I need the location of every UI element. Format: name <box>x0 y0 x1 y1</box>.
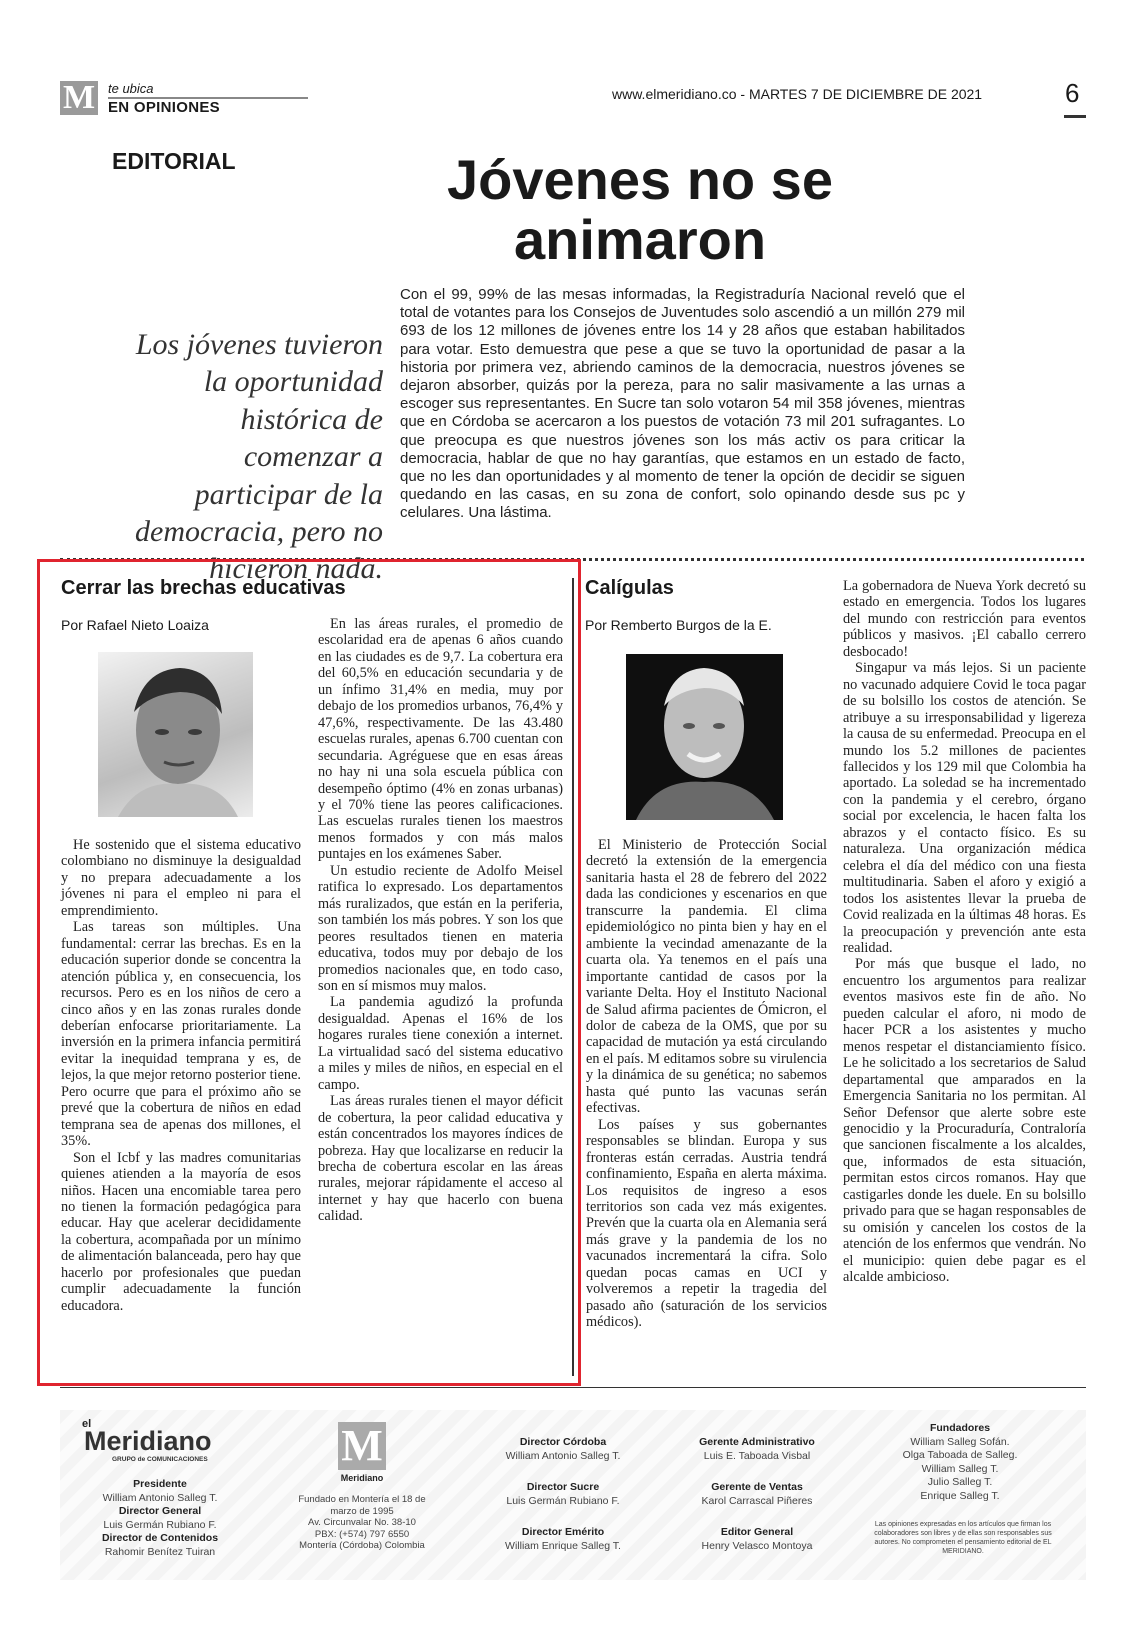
staff-name: Karol Carrascal Piñeres <box>701 1494 813 1507</box>
staff-role: Director General <box>118 1505 202 1517</box>
headline-line-2: animaron <box>513 208 767 271</box>
brand-sub: GRUPO de COMUNICACIONES <box>112 1456 208 1463</box>
paragraph: Un estudio reciente de Adolfo Meisel ratifica lo expresado. Los departamentos más ruralizados, que están en la periferia, son también los más pobres. Y son los que peores resultados tienen en materia educativa, todos muy por debajo de los promedios nacionales que, en todo caso, son en sí mismos muy malos. <box>318 862 563 994</box>
staff-role: Director Córdoba <box>519 1436 607 1448</box>
staff-role: Fundadores <box>929 1422 991 1434</box>
founder-name: William Salleg T. <box>921 1462 999 1475</box>
paragraph: Singapur va más lejos. Si un paciente no vacunado adquiere Covid le toca pagar de su bolsillo los costos de atención. Se atribuye a su irresponsabilidad y ligereza la causa de su enfermedad. Preocupa en el mundo los 5.2 millones de pacientes fallecidos y los 129 mil que Colombia ha aportado. La soledad se ha incrementado con la pandemia y el cerebro, órgano social por excelencia, le hacen falta los abrazos y el contacto físico. Es su naturaleza. Una organización médica celebra el día del médico con una fiesta multitudinaria. Saben el aforo y exigió a todos los asistentes llevar la prueba de Covid realizada en la últimas 48 horas. Es la preocupación y prevención ante esta realidad. <box>843 660 1086 956</box>
paragraph: El Ministerio de Protección Social decretó la extensión de la emergencia sanitaria hasta el 28 de febrero del 2022 dada las condiciones y escenarios en que transcurre la pandemia. El clima epidemiológico no pinta bien y hay en el ambiente la vecindad amenazante de la cuarta ola. Ya tenemos en el país una importante cantidad de casos por la variante Delta. Hoy el Instituto Nacional de Salud afirma pacientes de Ómicron, el dolor de cabeza de la OMS, que por su capacidad de mutación ya está circulando en el país. M editamos sobre su virulencia y la dinámica de su genética; no sabemos hasta qué punto las vacunas serán efectivas. <box>586 837 827 1117</box>
staff-role: Gerente Administrativo <box>699 1436 815 1448</box>
founder-name: Enrique Salleg T. <box>920 1489 1000 1502</box>
staff-role: Gerente de Ventas <box>711 1481 803 1493</box>
author-photo-burgos <box>626 654 783 820</box>
editorial-body: Con el 99, 99% de las mesas informadas, la Registraduría Nacional reveló que el total de votantes para los Consejos de Juventudes solo ascendió a un millón 279 mil 693 de los 12 millones de jóvenes entre los 14 y 28 años que estaban habilitados para votar. Esto demuestra que pese a que se tuvo la oportunidad de pasar a la historia por primera vez, abriendo caminos de la democracia, nuestros jóvenes se dejaron absorber, quizás por la pereza, para no salir masivamente a las urnas a escoger sus representantes. En Sucre tan solo votaron 54 mil 358 jóvenes, mientras que en Córdoba se acercaron a los puestos de votación 73 mil 201 sufragantes. Lo que preocupa es que nuestros jóvenes son los más activ os para criticar la democracia, hablar de que no hay garantías, que estamos en un estado de facto, que no les dan oportunidades y al momento de tener la opción de decidir se siguen quedando en las casas, en su zona de confort, solo opinando desde sus pc y celulares. Una lástima. <box>400 286 965 522</box>
paragraph: En las áreas rurales, el promedio de escolaridad era de apenas 6 años cuando en las ciudades es de 9,7. La cobertura era del 60,5% en educación secundaria y de un ínfimo 31,4% en media, muy por debajo de los promedios urbanos, 76,4% y 47,6%, respectivamente. De las 43.480 escuelas rurales, apenas 6.700 cuentan con secundaria. Agréguese que en esas áreas no hay ni una sola escuela pública con desempeño óptimo (4% en zonas urbanas) y el 70% tiene las peores calificaciones. Las escuelas rurales tienen los maestros menos formados y con más malos puntajes en los exámenes Saber. <box>318 616 563 863</box>
paragraph: La gobernadora de Nueva York decretó su estado en emergencia. Todos los lugares del mundo con restricción para eventos públicos y masivos. ¡El caballo cerrero desbocado! <box>843 578 1086 660</box>
column-author-nieto: Por Rafael Nieto Loaiza <box>61 617 209 633</box>
paragraph: Los países y sus gobernantes responsables se blindan. Europa y sus fronteras están cerradas. Austria tendrá confinamiento, España en alerta máxima. Los requisitos de ingreso a esos territorios son cada vez más exigentes. Prevén que la cuarta ola en Alemania será más grave y la pandemia de los no vacunados incrementará la cifra. Solo quedan pocas camas en UCI y volveremos a repetir la tragedia del pasado año (saturación de los servicios médicos). <box>586 1116 827 1331</box>
founding-info <box>290 1494 434 1552</box>
emblem-name: Meridiano <box>340 1473 384 1483</box>
portrait-image <box>626 654 783 820</box>
headline <box>380 150 900 270</box>
pull-quote: Los jóvenes tuvieron la oportunidad histórica de comenzar a participar de la democracia, pero no hicieron nada. <box>135 328 383 586</box>
page-number: 6 <box>1065 78 1080 108</box>
paragraph: La pandemia agudizó la profunda desigualdad. Apenas el 16% de los hogares rurales tiene conexión a internet. La virtualidad sacó del sistema educativo a miles y miles de niños, en especial en el campo. <box>318 994 563 1093</box>
paragraph: Las tareas son múltiples. Una fundamental: cerrar las brechas. Es en la educación superior donde se concentra la atención pública y, en consecuencia, los recursos. Pero es en los niños de cero a cinco años y en las zonas rurales donde deberían enfocarse prioritariamente. La inversión en la primera infancia permitirá evitar la inequidad temprana y es, de lejos, la que mejor retorno posterior tiene. Pero ocurre que para el próximo año se prevé que la cobertura de niños en edad temprana sea de apenas dos millones, el 35%. <box>61 919 301 1150</box>
column-divider <box>572 578 574 1376</box>
city: Montería (Córdoba) Colombia <box>299 1540 425 1551</box>
column-title-burgos: Calígulas <box>585 577 674 599</box>
bottom-rule <box>60 1387 1086 1388</box>
staff-left <box>80 1478 240 1559</box>
paragraph: He sostenido que el sistema educativo colombiano no disminuye la desigualdad y no prepara adecuadamente a los jóvenes ni para el empleo ni para el emprendimiento. <box>61 837 301 919</box>
founder-name: William Salleg Sofán. <box>910 1435 1010 1448</box>
staff-role: Director Emérito <box>521 1526 605 1538</box>
column-author-burgos: Por Remberto Burgos de la E. <box>585 617 772 633</box>
author-photo-nieto <box>98 652 253 817</box>
founders <box>870 1422 1050 1503</box>
staff-role: Presidente <box>133 1478 187 1490</box>
address: Av. Circunvalar No. 38-10 <box>308 1517 416 1528</box>
staff-name: William Antonio Salleg T. <box>505 1449 621 1462</box>
staff-name: William Antonio Salleg T. <box>102 1491 218 1504</box>
founder-name: Olga Taboada de Salleg. <box>902 1449 1018 1461</box>
staff-managers <box>672 1436 842 1553</box>
paragraph: Las áreas rurales tienen el mayor déficit de cobertura, la peor calidad educativa y están concentrados los mayores índices de pobreza. Hay que localizarse en reducir la brecha de cobertura escolar en las áreas rurales, mejorar rápidamente el acceso al internet y hay que hacerlo con buena calidad. <box>318 1093 563 1225</box>
meridiano-emblem: M <box>338 1422 386 1470</box>
column-text-nieto-left <box>61 837 301 1314</box>
staff-name: Rahomir Benítez Tuiran <box>104 1545 216 1558</box>
staff-name: Luis Germán Rubiano F. <box>506 1494 620 1507</box>
paragraph: Son el Icbf y las madres comunitarias quienes atienden a la mayoría de esos niños. Hacen una encomiable tarea pero no tienen la formación pedagógica para educar. Hay que acelerar decididamente la cobertura, acompañada por un mínimo de alimentación balanceada, pero hay que hacerlo por profesionales que puedan cumplir adecuadamente la función educadora. <box>61 1149 301 1314</box>
disclaimer: Las opiniones expresadas en los artículos que firman los colaboradores son libres y de ellas son responsables sus autores. No comprometen el pensamiento editorial de EL MERIDIANO. <box>874 1521 1052 1555</box>
staff-name: Luis Germán Rubiano F. <box>103 1518 217 1531</box>
column-text-burgos-right <box>843 578 1086 1285</box>
paragraph: Por más que busque el lado, no encuentro los argumentos para realizar eventos masivos este fin de año. No pueden calcular el aforo, ni modo de hacer PCR a los asistentes y mucho menos respetar el distanciamiento físico. Le he solicitado a los secretarios de Salud departamental que amparados en la Emergencia Sanitaria no los permitan. Al Señor Defensor que alerte sobre este genocidio y la Procuraduría, Contraloría que sancionen fiscalmente a los alcaldes, que, informados de esta situación, permitan estos circos romanos. Hay que castigarles donde les duele. En su bolsillo privado para que se hagan responsables de su omisión y cancelen los costos de la atención de los enfermos que vendrán. No el municipio: quien debe pagar es el alcalde ambicioso. <box>843 956 1086 1286</box>
section-label: EN OPINIONES <box>108 99 220 116</box>
brand-small: el <box>82 1418 92 1430</box>
staff-directors <box>478 1436 648 1553</box>
phone: PBX: (+574) 797 6550 <box>314 1528 410 1540</box>
column-text-burgos-left <box>586 837 827 1331</box>
meridiano-logo: M <box>60 81 98 115</box>
staff-name: William Enrique Salleg T. <box>505 1539 621 1552</box>
staff-role: Director de Contenidos <box>101 1532 219 1544</box>
brand-name: Meridiano <box>84 1426 212 1456</box>
page-number-rule <box>1064 115 1086 118</box>
masthead-footer <box>60 1410 1086 1580</box>
staff-role: Editor General <box>720 1526 794 1538</box>
staff-role: Director Sucre <box>526 1481 600 1493</box>
staff-name: Henry Velasco Montoya <box>701 1539 813 1552</box>
column-title-nieto: Cerrar las brechas educativas <box>61 577 346 599</box>
staff-name: Luis E. Taboada Visbal <box>703 1449 811 1462</box>
founding-date: Fundado en Montería el 18 de marzo de 1995 <box>298 1494 426 1517</box>
headline-line-1: Jóvenes no se <box>447 148 833 211</box>
column-text-nieto-right <box>318 616 563 1225</box>
te-ubica-label: te ubica <box>108 81 154 96</box>
dateline: www.elmeridiano.co - MARTES 7 DE DICIEMBRE DE 2021 <box>612 86 983 102</box>
editorial-label: EDITORIAL <box>112 148 236 174</box>
portrait-image <box>98 652 253 817</box>
founder-name: Julio Salleg T. <box>927 1476 993 1488</box>
